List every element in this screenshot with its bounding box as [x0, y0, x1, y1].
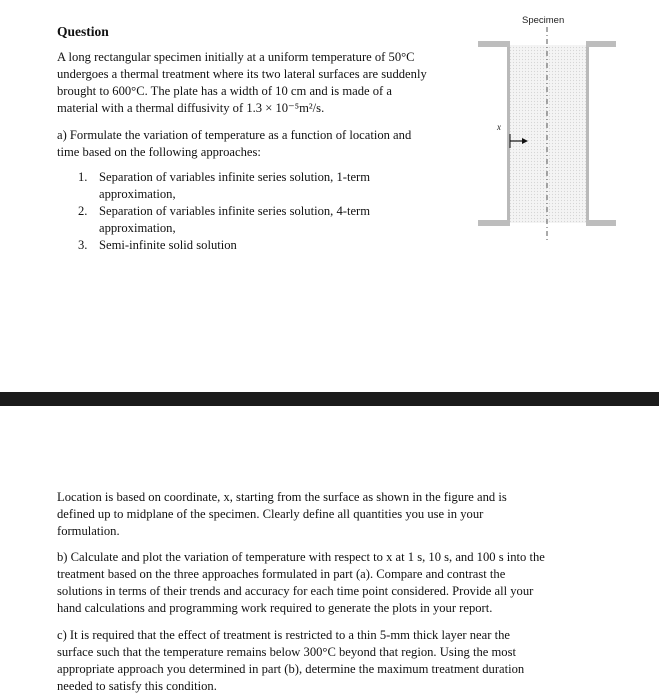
- part-b-line: b) Calculate and plot the variation of temperature with respect to x at 1 s, 10 s, and 100 s into the: [57, 550, 545, 564]
- specimen-figure: [470, 10, 620, 250]
- x-axis-label: x: [497, 122, 501, 132]
- list-text: Semi-infinite solid solution: [99, 238, 237, 252]
- location-line: defined up to midplane of the specimen. Clearly define all quantities you use in your: [57, 507, 484, 521]
- intro-paragraph: [57, 49, 457, 117]
- list-text: Separation of variables infinite series solution, 1-term: [99, 170, 371, 184]
- intro-line: material with a thermal diffusivity of 1.3 × 10⁻⁵m²/s.: [57, 101, 325, 115]
- figure-title: Specimen: [522, 15, 565, 26]
- right-top-flange: [586, 41, 616, 47]
- list-item: [78, 169, 438, 203]
- part-c-paragraph: [57, 627, 602, 695]
- left-top-flange: [478, 41, 510, 47]
- intro-line: A long rectangular specimen initially at a uniform temperature of 50°C: [57, 50, 415, 64]
- list-text: approximation,: [99, 221, 176, 235]
- part-b-line: treatment based on the three approaches formulated in part (a). Compare and contrast the: [57, 567, 506, 581]
- list-text: approximation,: [99, 187, 176, 201]
- intro-line: undergoes a thermal treatment where its two lateral surfaces are suddenly: [57, 67, 427, 81]
- specimen-body: [508, 45, 588, 223]
- part-a-line: a) Formulate the variation of temperature as a function of location and: [57, 128, 412, 142]
- list-number: 2.: [78, 204, 88, 218]
- part-c-line: c) It is required that the effect of treatment is restricted to a thin 5-mm thick layer near the: [57, 628, 510, 642]
- question-heading: Question: [57, 24, 109, 39]
- part-a-paragraph: [57, 127, 457, 161]
- list-number: 1.: [78, 170, 88, 184]
- left-bottom-flange: [478, 220, 510, 226]
- list-number: 3.: [78, 238, 88, 252]
- list-item: [78, 203, 438, 237]
- part-c-line: surface such that the temperature remains below 300°C beyond that region. Using the most: [57, 645, 516, 659]
- list-item: [78, 237, 438, 254]
- location-paragraph: [57, 489, 602, 540]
- part-a-line: time based on the following approaches:: [57, 145, 261, 159]
- part-c-line: needed to satisfy this condition.: [57, 679, 217, 693]
- part-b-line: solutions in terms of their trends and accuracy for each time point considered. Provide all your: [57, 584, 534, 598]
- intro-line: brought to 600°C. The plate has a width of 10 cm and is made of a: [57, 84, 392, 98]
- part-b-paragraph: [57, 549, 602, 617]
- specimen-diagram: [470, 10, 620, 250]
- divider-bar: [0, 392, 659, 406]
- location-line: Location is based on coordinate, x, starting from the surface as shown in the figure and is: [57, 490, 507, 504]
- location-line: formulation.: [57, 524, 120, 538]
- part-b-line: hand calculations and programming work required to generate the plots in your report.: [57, 601, 493, 615]
- part-c-line: appropriate approach you determined in part (b), determine the maximum treatment duration: [57, 662, 525, 676]
- approaches-list: [78, 169, 438, 254]
- right-wall: [586, 45, 589, 223]
- right-bottom-flange: [586, 220, 616, 226]
- list-text: Separation of variables infinite series solution, 4-term: [99, 204, 371, 218]
